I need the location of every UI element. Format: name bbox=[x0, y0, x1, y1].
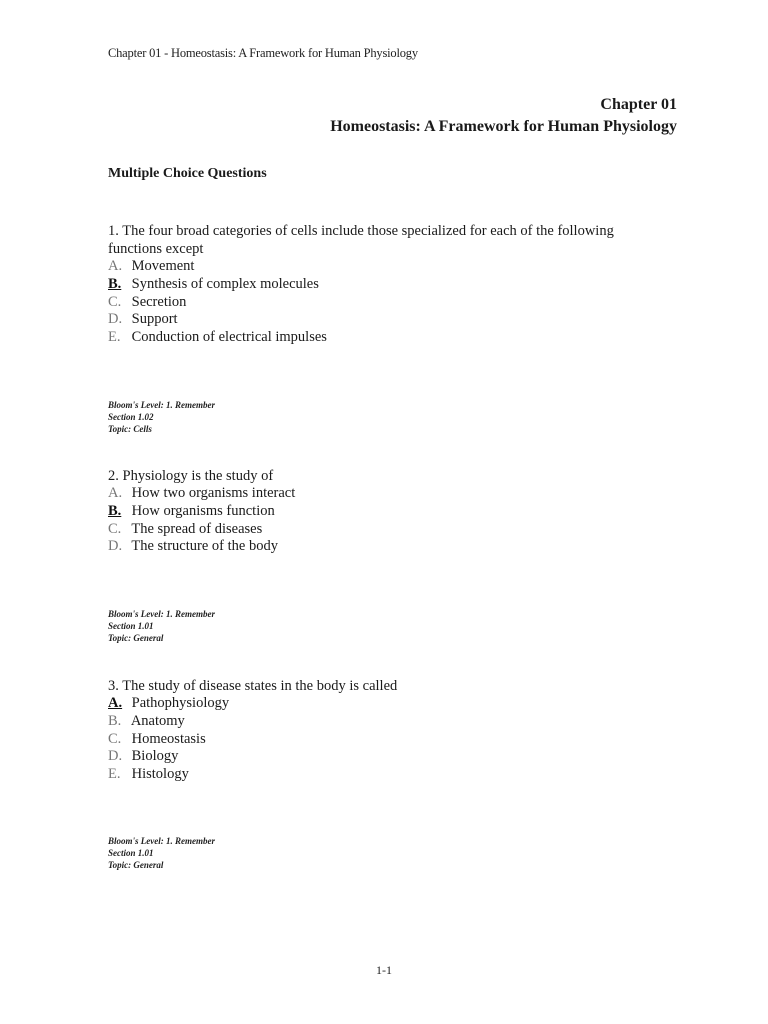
choice-letter: C. bbox=[108, 293, 122, 310]
choice-letter: B. bbox=[108, 712, 122, 729]
choice-letter: B. bbox=[108, 502, 122, 519]
choice-text: Homeostasis bbox=[131, 730, 206, 747]
question-3 bbox=[108, 677, 668, 784]
choice-a bbox=[108, 485, 668, 503]
blooms-level: Bloom's Level: 1. Remember bbox=[108, 836, 215, 846]
choice-text: Biology bbox=[131, 748, 179, 765]
choice-letter: D. bbox=[108, 311, 123, 328]
section-heading: Multiple Choice Questions bbox=[108, 166, 267, 181]
choice-letter: E. bbox=[108, 766, 121, 783]
chapter-number: Chapter 01 bbox=[600, 96, 677, 113]
choice-letter: A. bbox=[108, 258, 123, 274]
topic: Topic: General bbox=[108, 633, 164, 643]
choice-letter: A. bbox=[108, 695, 123, 711]
choice-b-correct bbox=[108, 276, 668, 294]
running-header: Chapter 01 - Homeostasis: A Framework for Human Physiology bbox=[108, 46, 418, 60]
choice-letter: C. bbox=[108, 730, 122, 747]
choice-text: Support bbox=[131, 311, 178, 328]
chapter-heading bbox=[330, 94, 677, 138]
section-ref: Section 1.01 bbox=[108, 621, 154, 631]
blooms-level: Bloom's Level: 1. Remember bbox=[108, 609, 215, 619]
choice-text: Pathophysiology bbox=[131, 695, 230, 711]
choice-text: Conduction of electrical impulses bbox=[131, 329, 327, 346]
choice-text: The spread of diseases bbox=[131, 520, 263, 537]
topic: Topic: Cells bbox=[108, 424, 152, 434]
question-stem: 3. The study of disease states in the body is called bbox=[108, 678, 398, 694]
choice-letter: C. bbox=[108, 520, 122, 537]
choice-c bbox=[108, 521, 668, 539]
chapter-title: Homeostasis: A Framework for Human Physiology bbox=[330, 118, 677, 135]
choice-e bbox=[108, 329, 668, 347]
question-2-metadata bbox=[108, 608, 215, 644]
choice-b bbox=[108, 713, 668, 731]
question-stem: 2. Physiology is the study of bbox=[108, 468, 274, 484]
choice-letter: D. bbox=[108, 748, 123, 765]
choice-text: Secretion bbox=[131, 293, 187, 310]
question-1-metadata bbox=[108, 399, 215, 435]
choice-a-correct bbox=[108, 695, 668, 713]
choice-letter: A. bbox=[108, 485, 123, 501]
choice-d bbox=[108, 748, 668, 766]
question-2 bbox=[108, 467, 668, 556]
choice-b-correct bbox=[108, 503, 668, 521]
choice-letter: D. bbox=[108, 538, 123, 555]
choice-c bbox=[108, 731, 668, 749]
choice-text: How organisms function bbox=[131, 502, 275, 519]
section-ref: Section 1.01 bbox=[108, 848, 154, 858]
choice-text: The structure of the body bbox=[131, 538, 278, 555]
choice-text: Histology bbox=[131, 766, 189, 783]
choice-c bbox=[108, 294, 668, 312]
topic: Topic: General bbox=[108, 860, 164, 870]
question-1 bbox=[108, 222, 668, 347]
choice-text: Movement bbox=[131, 258, 195, 274]
choice-letter: E. bbox=[108, 329, 121, 346]
choice-d bbox=[108, 538, 668, 556]
choice-letter: B. bbox=[108, 275, 122, 292]
choice-text: Synthesis of complex molecules bbox=[131, 275, 319, 292]
choice-text: How two organisms interact bbox=[131, 485, 296, 501]
blooms-level: Bloom's Level: 1. Remember bbox=[108, 400, 215, 410]
question-stem: 1. The four broad categories of cells include those specialized for each of the following functions except bbox=[108, 223, 614, 257]
choice-d bbox=[108, 311, 668, 329]
choice-e bbox=[108, 766, 668, 784]
section-ref: Section 1.02 bbox=[108, 412, 154, 422]
page-number: 1-1 bbox=[376, 963, 392, 977]
choice-text: Anatomy bbox=[130, 712, 185, 729]
choice-a bbox=[108, 258, 668, 276]
question-3-metadata bbox=[108, 835, 215, 871]
